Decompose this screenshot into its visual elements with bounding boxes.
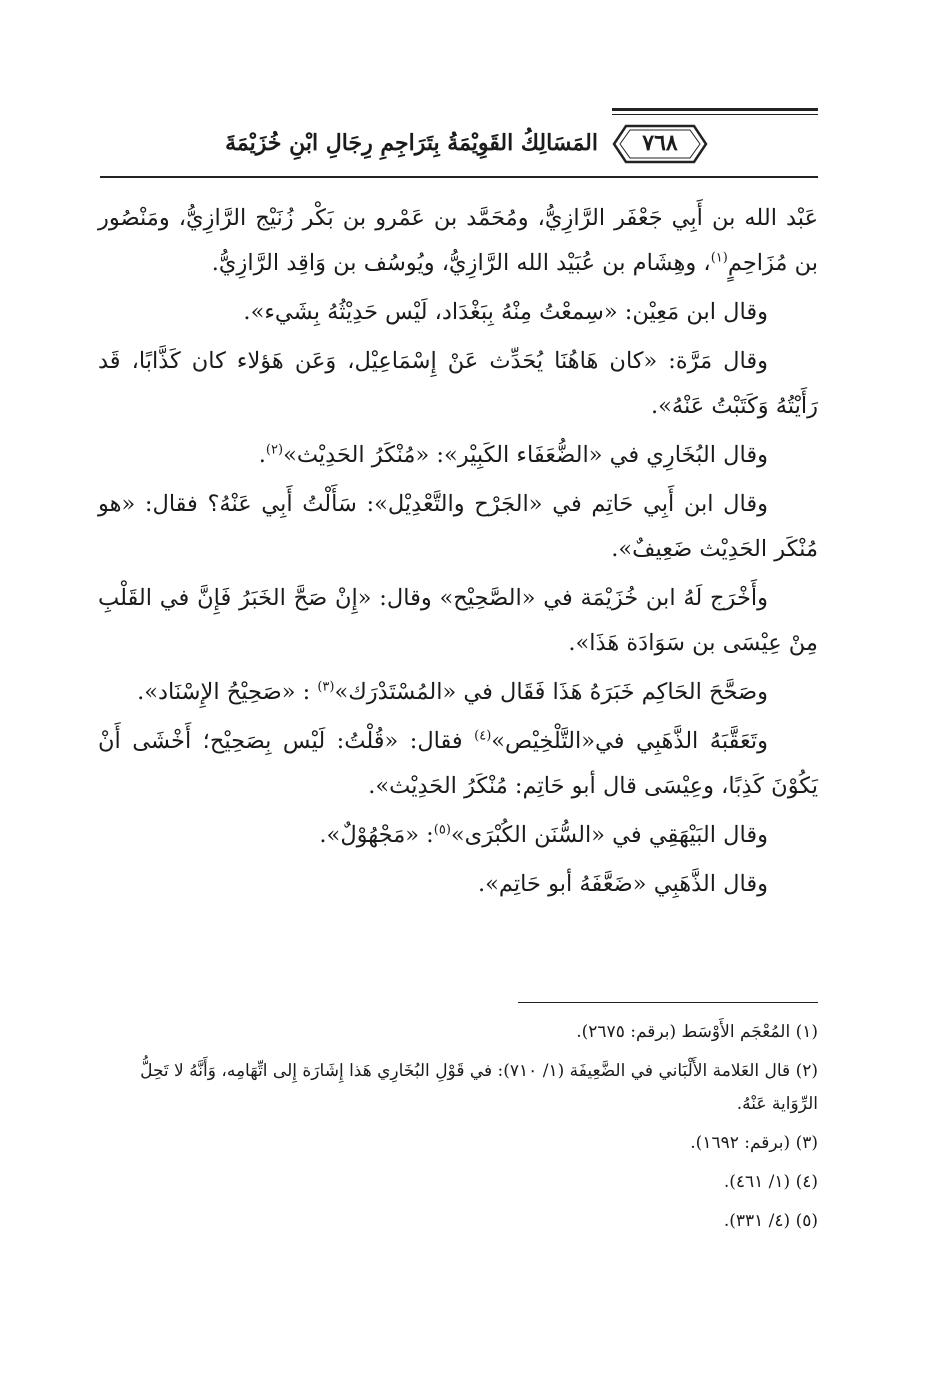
paragraph: وقال الذَّهَبِي «ضَعَّفَهُ أبو حَاتِم». [478, 871, 768, 897]
footnotes [100, 1016, 818, 1244]
header-ornament-line [612, 108, 818, 111]
header-rule [100, 176, 818, 178]
footnote: (٤) (١/ ٤٦١). [723, 1172, 818, 1192]
paragraph: وقال مَرَّة: «كان هَاهُنَا يُحَدِّث عَنْ إِسْمَاعِيْل، وَعَن هَؤلاء كان كَذَّابًا، قَد رَأَيْتُهُ وَكَتَبْتُ عَنْهُ». [98, 348, 818, 419]
paragraph: وقال ابن مَعِيْن: «سِمعْتُ مِنْهُ بِبَغْدَاد، لَيْس حَدِيْثُهُ بِشَيء». [243, 299, 768, 325]
paragraph: وقال البُخَارِي في «الضُّعَفَاء الكَبِيْر»: «مُنْكَرُ الحَدِيْث»$^{(٢)}$. [258, 442, 768, 468]
footnote-separator [518, 1002, 818, 1003]
paragraph: وتَعَقَّبَهُ الذَّهَبِي في«التَّلْخِيْص»$^{(٤)}$ فقال: «قُلْتُ: لَيْس بِصَحِيْح؛ أَخْشَى أَنْ يَكُوْنَ كَذِبًا، وعِيْسَى قال أبو حَاتِم: مُنْكَرُ الحَدِيْث». [98, 728, 818, 799]
footnote-ref[interactable]: (٣) [317, 679, 335, 695]
paragraph: وصَحَّحَ الحَاكِم خَبَرَهُ هَذَا فَقَال في «المُسْتَدْرَك»$^{(٣)}$ : «صَحِيْحُ الإِسْنَاد». [137, 679, 768, 705]
footnote: (٢) قال العَلامة الأَلْبَاني في الضَّعِيفَة (١/ ٧١٠): في قَوْلِ البُخَارِي هَذا إِشَارَة إِلى اتِّهَامِه، وَأَنَّهُ لا تَحِلُّ الرِّوَاية عَنْهُ. [140, 1061, 818, 1114]
page-number: ٧٦٨ [642, 130, 678, 156]
page-number-badge [612, 124, 708, 164]
paragraph: عَبْد الله بن أَبِي جَعْفَر الرَّازِيُّ، ومُحَمَّد بن عَمْرو بن بَكْر زُنَيْج الرَّازِيُّ، ومَنْصُور بن مُزَاحِمٍ$^{(١)}$، وهِشَام بن عُبَيْد الله الرَّازِيُّ، ويُوسُف بن وَاقِد الرَّازِيُّ. [98, 205, 818, 276]
paragraph: وأَخْرَج لَهُ ابن خُزَيْمَة في «الصَّحِيْح» وقال: «إِنْ صَحَّ الخَبَرُ فَإِنَّ في القَلْبِ مِنْ عِيْسَى بن سَوَادَة هَذَا». [98, 585, 818, 656]
footnote: (٣) (برقم: ١٦٩٢). [690, 1133, 818, 1153]
footnote-ref[interactable]: (١) [710, 250, 728, 266]
footnote: (١) المُعْجَم الأَوْسَط (برقم: ٢٦٧٥). [576, 1022, 818, 1042]
footnote-ref[interactable]: (٢) [265, 442, 284, 458]
footnote: (٥) (٤/ ٣٣١). [723, 1211, 818, 1231]
header-ornament-line-thin [612, 114, 818, 115]
paragraph: وقال ابن أَبِي حَاتِم في «الجَرْح والتَّعْدِيْل»: سَأَلْتُ أَبِي عَنْهُ؟ فقال: «هو مُنْكَر الحَدِيْث ضَعِيفٌ». [98, 491, 818, 562]
page-header [100, 96, 818, 182]
running-title: المَسَالِكُ القَوِيْمَةُ بِتَرَاجِمِ رِجَالِ ابْنِ خُزَيْمَةَ [225, 130, 598, 156]
footnote-ref[interactable]: (٤) [474, 728, 492, 744]
footnote-ref[interactable]: (٥) [433, 822, 451, 838]
main-text [98, 196, 818, 911]
paragraph: وقال البَيْهَقِي في «السُّنَن الكُبْرَى»$^{(٥)}$: «مَجْهُوْلٌ». [319, 822, 768, 848]
